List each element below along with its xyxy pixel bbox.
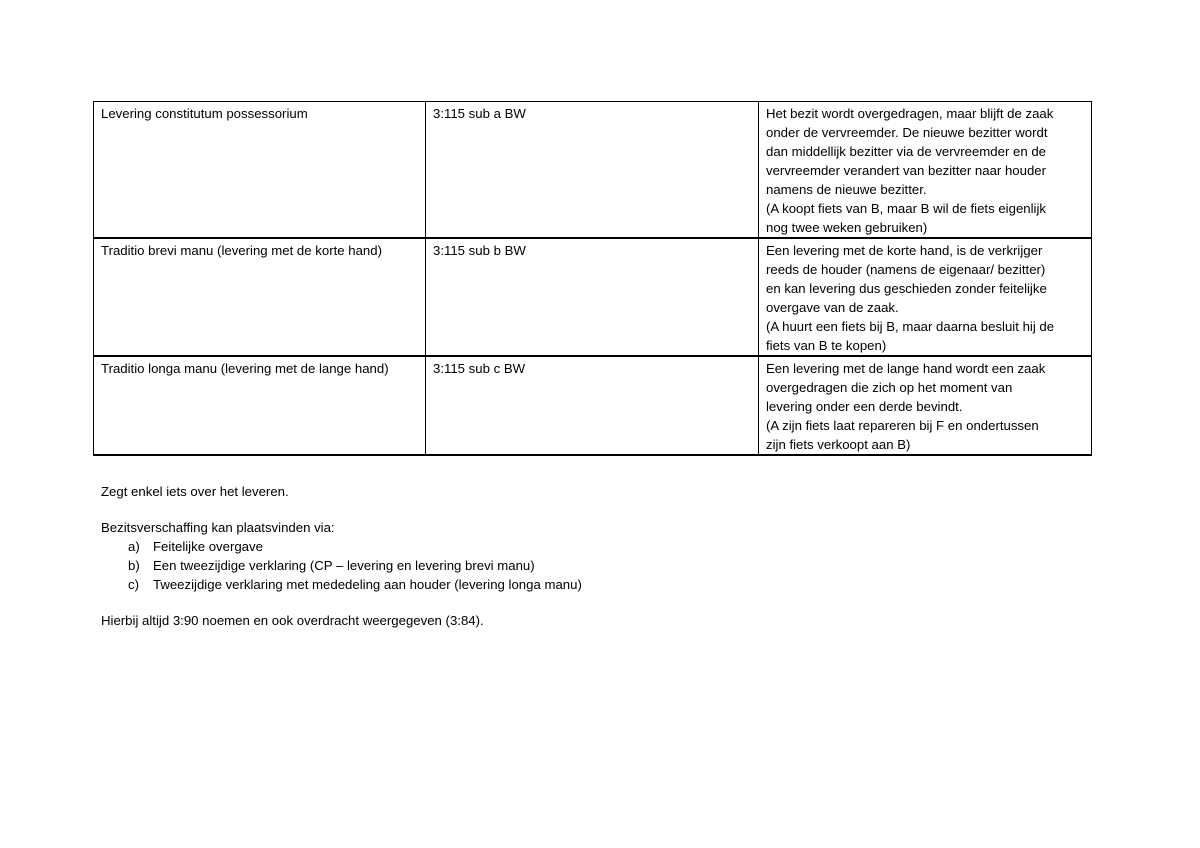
closing-paragraph: Hierbij altijd 3:90 noemen en ook overdracht weergegeven (3:84). — [101, 613, 484, 628]
list-item — [101, 575, 1001, 594]
intro-paragraph: Zegt enkel iets over het leveren. — [101, 484, 289, 499]
article-cell: 3:115 sub c BW — [426, 356, 759, 455]
term-cell: Traditio brevi manu (levering met de korte hand) — [94, 238, 426, 356]
description-cell: Een levering met de korte hand, is de verkrijger reeds de houder (namens de eigenaar/ bezitter) en kan levering dus geschieden zonder feitelijke overgave van de zaak. (A huurt een fiets bij B, maar daarna besluit hij de fiets van B te kopen) — [759, 238, 1092, 356]
list-item — [101, 556, 1001, 575]
levering-table — [93, 101, 1092, 456]
list-heading: Bezitsverschaffing kan plaatsvinden via: — [101, 520, 335, 535]
list-marker: b) — [128, 558, 140, 573]
list-item-text: Feitelijke overgave — [153, 539, 263, 554]
term-cell: Levering constitutum possessorium — [94, 102, 426, 239]
bezitsverschaffing-list — [101, 537, 1001, 594]
list-marker: c) — [128, 577, 139, 592]
list-marker: a) — [128, 539, 140, 554]
table-row — [94, 238, 1092, 356]
article-cell: 3:115 sub a BW — [426, 102, 759, 239]
term-cell: Traditio longa manu (levering met de lange hand) — [94, 356, 426, 455]
description-cell: Het bezit wordt overgedragen, maar blijft de zaak onder de vervreemder. De nieuwe bezitter wordt dan middellijk bezitter via de vervreemder en de vervreemder verandert van bezitter naar houder namens de nieuwe bezitter. (A koopt fiets van B, maar B wil de fiets eigenlijk nog twee weken gebruiken) — [759, 102, 1092, 239]
list-item-text: Tweezijdige verklaring met mededeling aan houder (levering longa manu) — [153, 577, 582, 592]
list-item — [101, 537, 1001, 556]
list-item-text: Een tweezijdige verklaring (CP – levering en levering brevi manu) — [153, 558, 535, 573]
table-row — [94, 102, 1092, 239]
table-row — [94, 356, 1092, 455]
article-cell: 3:115 sub b BW — [426, 238, 759, 356]
notes-section — [101, 482, 1001, 630]
description-cell: Een levering met de lange hand wordt een zaak overgedragen die zich op het moment van levering onder een derde bevindt. (A zijn fiets laat repareren bij F en ondertussen zijn fiets verkoopt aan B) — [759, 356, 1092, 455]
